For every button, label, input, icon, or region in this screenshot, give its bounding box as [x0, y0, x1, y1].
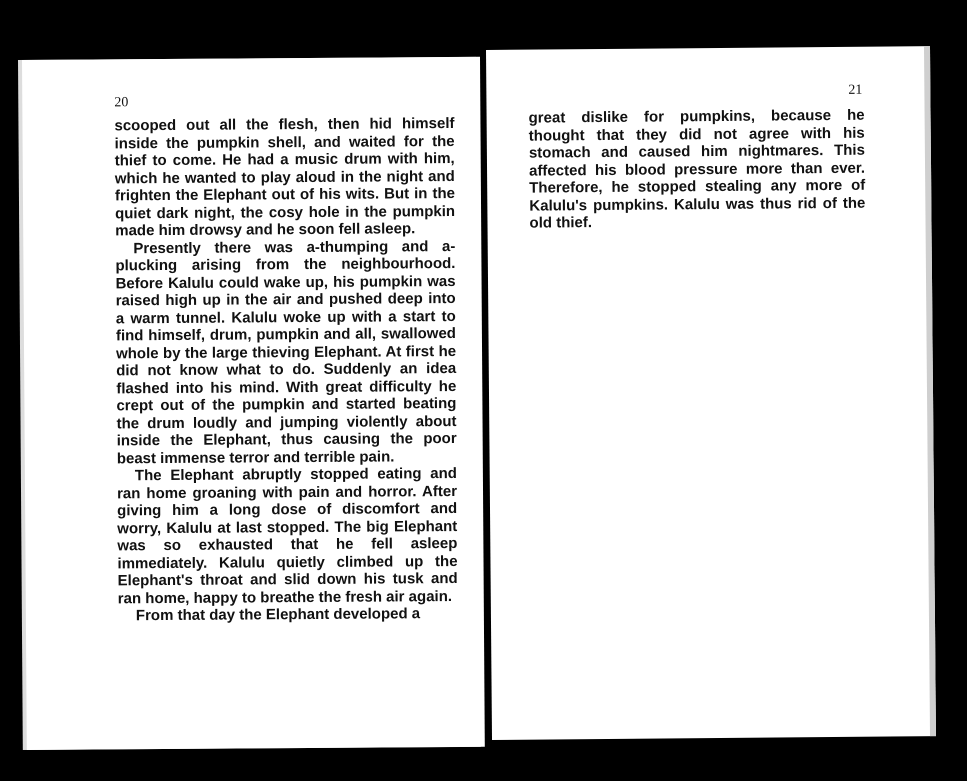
right-page — [486, 46, 936, 740]
paragraph: From that day the Elephant developed a — [135, 605, 421, 625]
paragraph: scooped out all the flesh, then hid himself inside the pumpkin shell, and waited for the thief to come. He had a music drum with him, which he wanted to play aloud in the night and frighten the Elephant out of his wits. But in the quiet dark night, the cosy hole in the pumpkin made him drowsy and he soon fell asleep. — [114, 114, 456, 240]
page-text — [529, 107, 866, 232]
page-number: 20 — [114, 95, 129, 111]
paragraph: Presently there was a-thumping and a-plucking arising from the neighbourhood. Before Kalulu could wake up, his pumpkin was raised high up in the air and pushed deep into a warm tunnel. Kalulu woke up with a start to find himself, drum, pumpkin and all, swallowed whole by the large thieving Elephant. At first he did not know what to do. Suddenly an idea flashed into his mind. With great difficulty he crept out of the pumpkin and started beating the drum loudly and jumping violently about inside the Elephant, thus causing the poor beast immense terror and terrible pain. — [115, 237, 457, 467]
page-number: 21 — [848, 82, 863, 98]
paragraph: The Elephant abruptly stopped eating and ran home groaning with pain and horror. After giving him a long dose of discomfort and worry, Kalulu at last stopped. The big Elephant was so exhausted that he fell asleep immediately. Kalulu quietly climbed up the Elephant's throat and slid down his tusk and ran home, happy to breathe the fresh air again. — [116, 464, 458, 607]
paragraph: great dislike for pumpkins, because he thought that they did not agree with his stomach and caused him nightmares. This affected his blood pressure more than ever. Therefore, he stopped stealing any more of Kalulu's pumpkins. Kalulu was thus rid of the old thief. — [528, 106, 866, 232]
left-page — [22, 57, 485, 750]
page-text — [114, 115, 458, 625]
